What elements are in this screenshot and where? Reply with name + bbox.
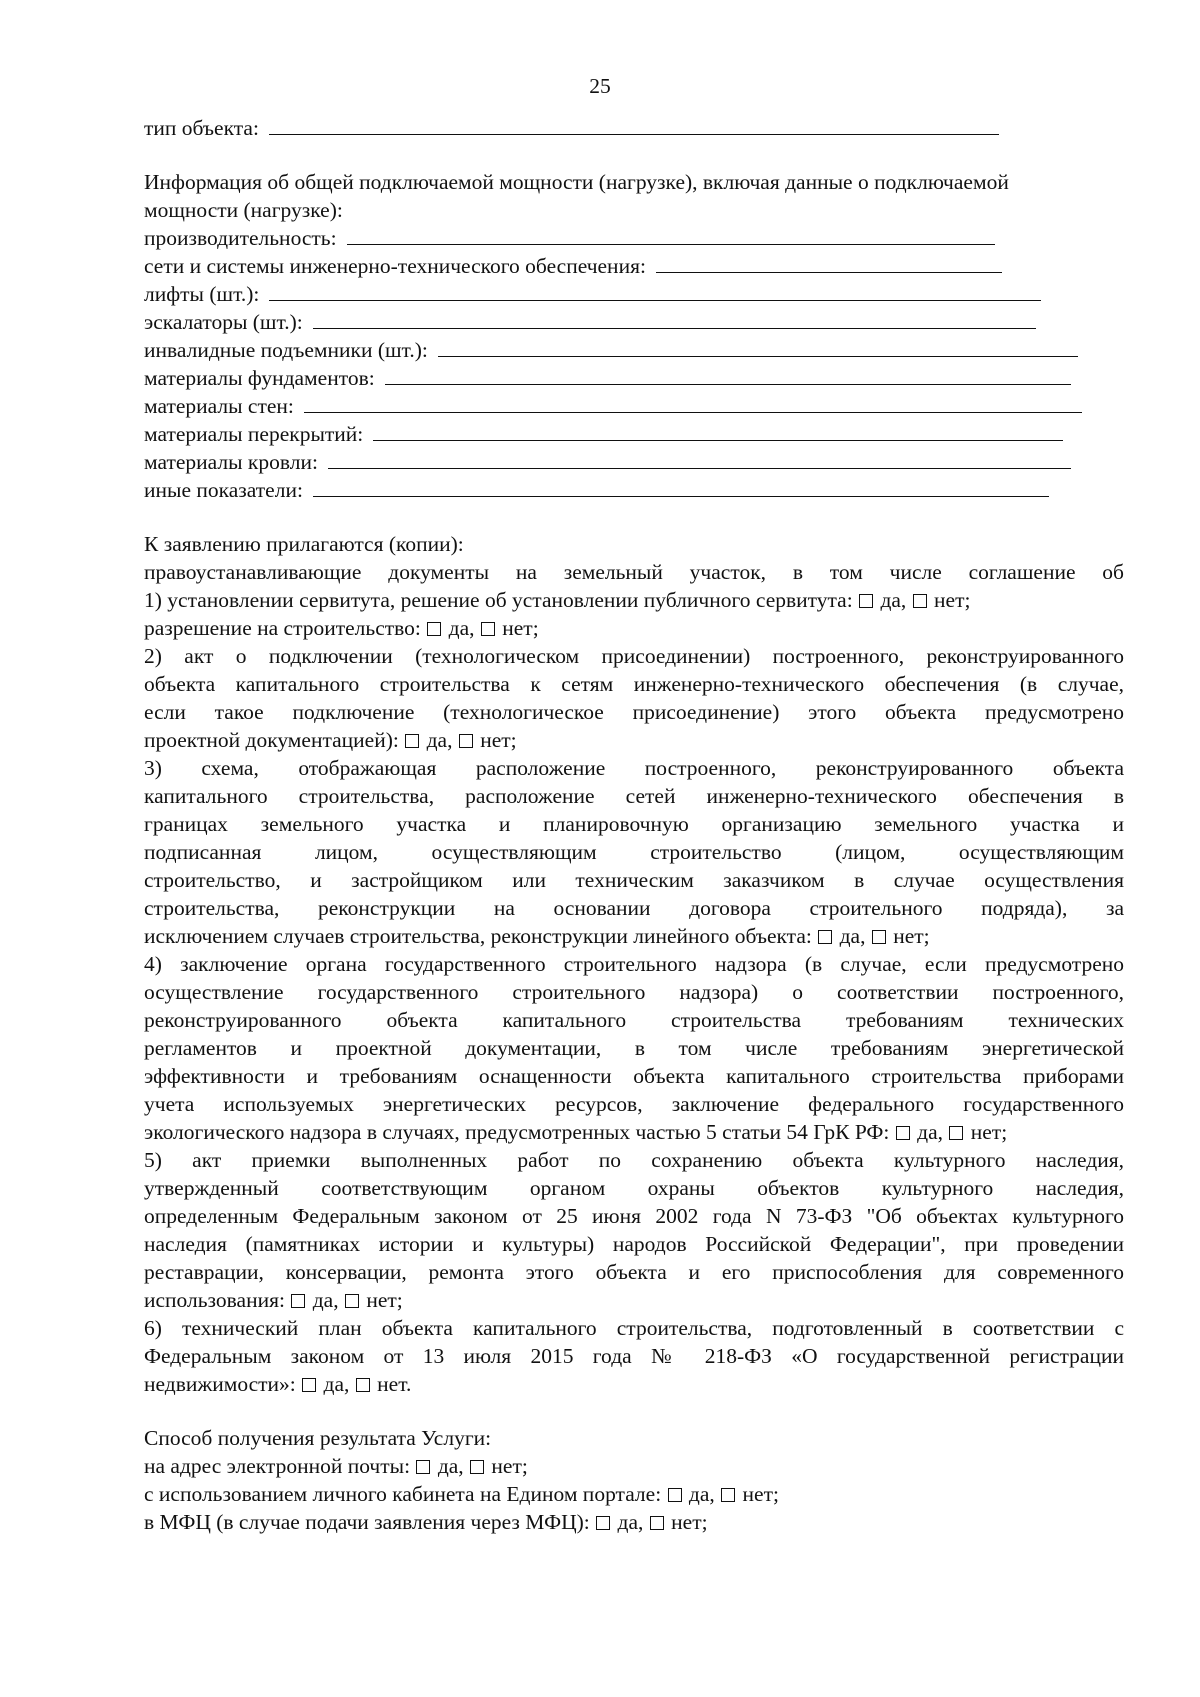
field-label: инвалидные подъемники (шт.): (144, 338, 428, 362)
checkbox-no[interactable] (650, 1516, 664, 1530)
field-input-line[interactable] (269, 282, 1041, 301)
capacity-field (144, 448, 1124, 476)
attachment-item-servitude: 1) установлении сервитута, решение об установлении публичного сервитута: да, нет; (144, 588, 971, 612)
capacity-field (144, 252, 1124, 280)
item-6-line: Федеральным законом от 13 июля 2015 года № 218-ФЗ «О государственной регистрации (144, 1344, 1124, 1368)
object-type-label: тип объекта: (144, 116, 259, 140)
item-2-line: если такое подключение (технологическое присоединение) этого объекта предусмотрено (144, 700, 1124, 724)
field-label: материалы перекрытий: (144, 422, 364, 446)
result-option-portal: с использованием личного кабинета на Едином портале: да, нет; (144, 1482, 779, 1506)
capacity-field (144, 280, 1124, 308)
checkbox-yes[interactable] (302, 1378, 316, 1392)
item-3-last-line: исключением случаев строительства, реконструкции линейного объекта: да, нет; (144, 924, 930, 948)
item-4-line: реконструированного объекта капитального строительства требованиям технических (144, 1008, 1124, 1032)
page-number: 25 (589, 74, 611, 98)
item-5-last-line: использования: да, нет; (144, 1288, 403, 1312)
capacity-field (144, 392, 1124, 420)
field-label: сети и системы инженерно-технического обеспечения: (144, 254, 646, 278)
attachment-item-permit: разрешение на строительство: да, нет; (144, 616, 539, 640)
field-input-line[interactable] (385, 366, 1071, 385)
checkbox-no[interactable] (949, 1126, 963, 1140)
item-5-line: утвержденный соответствующим органом охраны объектов культурного наследия, (144, 1176, 1124, 1200)
checkbox-yes[interactable] (405, 734, 419, 748)
item-3-line: строительства, реконструкции на основании договора строительного подряда), за (144, 896, 1124, 920)
checkbox-yes[interactable] (818, 930, 832, 944)
field-input-line[interactable] (313, 310, 1036, 329)
form-body (144, 114, 1124, 1536)
item-4-line: учета используемых энергетических ресурсов, заключение федерального государственного (144, 1092, 1124, 1116)
checkbox-yes[interactable] (859, 594, 873, 608)
checkbox-yes[interactable] (896, 1126, 910, 1140)
field-input-line[interactable] (373, 422, 1063, 441)
item-3-line: строительство, и застройщиком или техническим заказчиком в случае осуществления (144, 868, 1124, 892)
result-option-mfc: в МФЦ (в случае подачи заявления через МФЦ): да, нет; (144, 1510, 708, 1534)
item-2-line: объекта капитального строительства к сетям инженерно-технического обеспечения (в случае, (144, 672, 1124, 696)
capacity-field (144, 224, 1124, 252)
field-input-line[interactable] (304, 394, 1082, 413)
field-label: материалы фундаментов: (144, 366, 375, 390)
item-3-line: 3) схема, отображающая расположение построенного, реконструированного объекта (144, 756, 1124, 780)
checkbox-no[interactable] (872, 930, 886, 944)
item-2-last-line: проектной документацией): да, нет; (144, 728, 517, 752)
checkbox-yes[interactable] (668, 1488, 682, 1502)
field-input-line[interactable] (347, 226, 995, 245)
field-label: производительность: (144, 226, 337, 250)
item-4-last-line: экологического надзора в случаях, предусмотренных частью 5 статьи 54 ГрК РФ: да, нет; (144, 1120, 1008, 1144)
checkbox-yes[interactable] (291, 1294, 305, 1308)
attachment-line: правоустанавливающие документы на земельный участок, в том числе соглашение об (144, 560, 1124, 584)
item-4-line: эффективности и требованиям оснащенности объекта капитального строительства приборами (144, 1064, 1124, 1088)
item-5-line: определенным Федеральным законом от 25 июня 2002 года N 73-ФЗ "Об объектах культурного (144, 1204, 1124, 1228)
field-label: эскалаторы (шт.): (144, 310, 303, 334)
field-input-line[interactable] (313, 478, 1049, 497)
checkbox-no[interactable] (345, 1294, 359, 1308)
item-5-line: 5) акт приемки выполненных работ по сохранению объекта культурного наследия, (144, 1148, 1124, 1172)
item-5-line: наследия (памятниках истории и культуры) народов Российской Федерации", при проведении (144, 1232, 1124, 1256)
checkbox-no[interactable] (470, 1460, 484, 1474)
item-6-line: 6) технический план объекта капитального строительства, подготовленный в соответствии с (144, 1316, 1124, 1340)
checkbox-no[interactable] (356, 1378, 370, 1392)
checkbox-yes[interactable] (427, 622, 441, 636)
capacity-field (144, 308, 1124, 336)
checkbox-yes[interactable] (596, 1516, 610, 1530)
capacity-field (144, 420, 1124, 448)
item-5-line: реставрации, консервации, ремонта этого объекта и его приспособления для современного (144, 1260, 1124, 1284)
field-input-line[interactable] (656, 254, 1002, 273)
capacity-field (144, 336, 1124, 364)
attachments-heading: К заявлению прилагаются (копии): (144, 532, 464, 556)
checkbox-no[interactable] (913, 594, 927, 608)
item-3-line: границах земельного участка и планировочную организацию земельного участка и (144, 812, 1124, 836)
field-input-line[interactable] (438, 338, 1078, 357)
field-label: лифты (шт.): (144, 282, 260, 306)
field-label: материалы стен: (144, 394, 294, 418)
capacity-heading-line1: Информация об общей подключаемой мощности (нагрузке), включая данные о подключаемой (144, 170, 1009, 194)
capacity-field (144, 476, 1124, 504)
item-3-line: подписанная лицом, осуществляющим строительство (лицом, осуществляющим (144, 840, 1124, 864)
item-4-line: регламентов и проектной документации, в том числе требованиям энергетической (144, 1036, 1124, 1060)
checkbox-yes[interactable] (416, 1460, 430, 1474)
checkbox-no[interactable] (459, 734, 473, 748)
result-option-email: на адрес электронной почты: да, нет; (144, 1454, 528, 1478)
item-6-last-line: недвижимости»: да, нет. (144, 1372, 412, 1396)
checkbox-no[interactable] (481, 622, 495, 636)
item-3-line: капитального строительства, расположение сетей инженерно-технического обеспечения в (144, 784, 1124, 808)
object-type-field (144, 114, 1124, 142)
checkbox-no[interactable] (721, 1488, 735, 1502)
result-heading: Способ получения результата Услуги: (144, 1426, 492, 1450)
capacity-field (144, 364, 1124, 392)
item-2-line: 2) акт о подключении (технологическом присоединении) построенного, реконструированного (144, 644, 1124, 668)
capacity-heading-line2: мощности (нагрузке): (144, 198, 343, 222)
field-label: материалы кровли: (144, 450, 318, 474)
field-label: иные показатели: (144, 478, 303, 502)
object-type-input-line[interactable] (269, 116, 999, 135)
item-4-line: 4) заключение органа государственного строительного надзора (в случае, если предусмотрено (144, 952, 1124, 976)
field-input-line[interactable] (328, 450, 1071, 469)
item-4-line: осуществление государственного строительного надзора) о соответствии построенного, (144, 980, 1124, 1004)
